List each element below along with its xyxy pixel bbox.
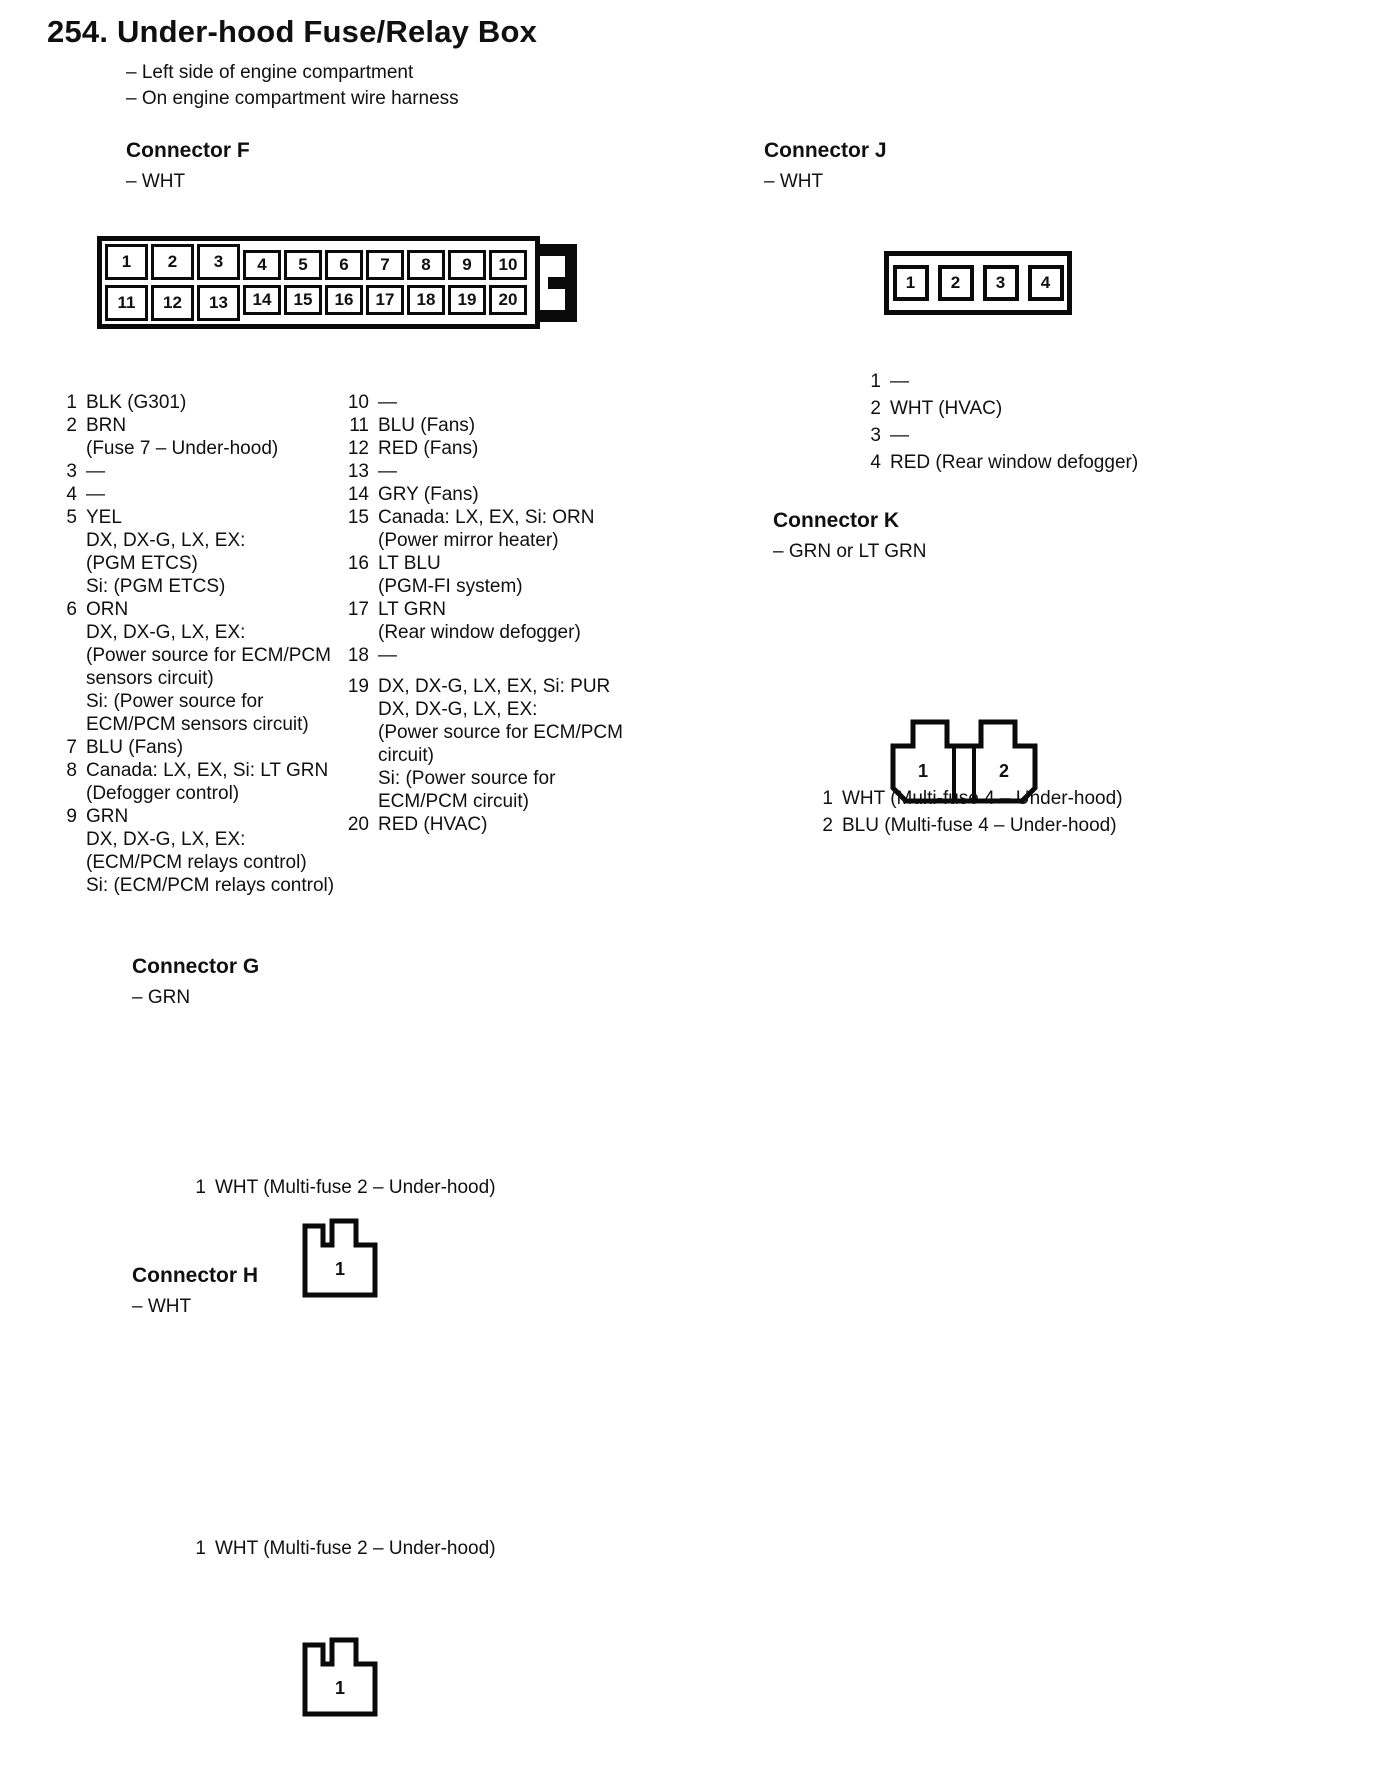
pin-number: 15 xyxy=(347,507,369,528)
pin-description: RED (Rear window defogger) xyxy=(890,452,1139,473)
pin-1-entry xyxy=(866,368,1138,395)
connector-j-color-note: – WHT xyxy=(764,171,824,192)
connector-g-cavity-1: 1 xyxy=(334,1259,345,1279)
cavity-13: 13 xyxy=(197,285,240,321)
pin-14-entry xyxy=(340,483,623,506)
pin-6-entry xyxy=(62,598,334,736)
pin-number: 11 xyxy=(349,415,369,436)
pin-7-entry xyxy=(62,736,334,759)
pin-number: 10 xyxy=(347,392,369,413)
connector-f-pin-list-right xyxy=(340,391,623,836)
pin-8-entry xyxy=(62,759,334,805)
cavity-16: 16 xyxy=(325,285,363,315)
pin-number: 19 xyxy=(347,676,369,697)
pin-number: 2 xyxy=(870,398,881,419)
pin-description: BLU (Fans) xyxy=(378,415,476,436)
location-note-1: – Left side of engine compartment xyxy=(126,62,414,83)
pin-description: Canada: LX, EX, Si: LT GRN (Defogger control) xyxy=(86,760,329,804)
cavity-12: 12 xyxy=(151,285,194,321)
connector-j-cavity-row xyxy=(893,265,1064,301)
pin-number: 9 xyxy=(66,806,77,827)
cavity-7: 7 xyxy=(366,250,404,280)
pin-description: WHT (Multi-fuse 2 – Under-hood) xyxy=(215,1538,496,1559)
connector-f-heading: Connector F xyxy=(126,139,250,162)
pin-description: BLU (Fans) xyxy=(86,737,184,758)
cavity-4: 4 xyxy=(1028,265,1064,301)
pin-5-entry xyxy=(62,506,334,598)
cavity-3: 3 xyxy=(983,265,1019,301)
connector-h-housing-outline xyxy=(298,1634,382,1718)
cavity-2: 2 xyxy=(151,244,194,280)
pin-description: RED (HVAC) xyxy=(378,814,488,835)
pin-10-entry xyxy=(340,391,623,414)
connector-j-housing xyxy=(884,251,1072,315)
connector-f-color-note: – WHT xyxy=(126,171,186,192)
connector-k-heading: Connector K xyxy=(773,509,899,532)
location-note-2: – On engine compartment wire harness xyxy=(126,88,459,109)
pin-description: BLK (G301) xyxy=(86,392,187,413)
pin-description: — xyxy=(378,645,397,666)
pin-number: 1 xyxy=(66,392,77,413)
cavity-17: 17 xyxy=(366,285,404,315)
connector-j-pin-list xyxy=(866,368,1138,476)
pin-description: WHT (Multi-fuse 2 – Under-hood) xyxy=(215,1177,496,1198)
pin-1-entry xyxy=(191,1176,496,1199)
cavity-18: 18 xyxy=(407,285,445,315)
cavity-20: 20 xyxy=(489,285,527,315)
connector-k-cavity-1: 1 xyxy=(917,761,928,781)
pin-description: — xyxy=(890,425,909,446)
pin-20-entry xyxy=(340,813,623,836)
pin-number: 4 xyxy=(66,484,77,505)
cavity-10: 10 xyxy=(489,250,527,280)
cavity-1: 1 xyxy=(893,265,929,301)
pin-number: 17 xyxy=(347,599,369,620)
cavity-14: 14 xyxy=(243,285,281,315)
pin-description: LT GRN (Rear window defogger) xyxy=(378,599,581,643)
connector-g-housing-outline xyxy=(298,1215,382,1299)
pin-4-entry xyxy=(866,449,1138,476)
pin-number: 18 xyxy=(347,645,369,666)
connector-h-diagram xyxy=(298,1634,382,1718)
pin-number: 1 xyxy=(870,371,881,392)
cavity-8: 8 xyxy=(407,250,445,280)
connector-g-diagram xyxy=(298,1215,382,1299)
pin-number: 6 xyxy=(66,599,77,620)
connector-g-color-note: – GRN xyxy=(132,987,191,1008)
cavity-19: 19 xyxy=(448,285,486,315)
pin-11-entry xyxy=(340,414,623,437)
pin-number: 3 xyxy=(66,461,77,482)
connector-k-pin-list xyxy=(818,785,1123,839)
connector-f-diagram xyxy=(97,236,579,329)
pin-2-entry xyxy=(62,414,334,460)
pin-9-entry xyxy=(62,805,334,897)
connector-f-cavity-row-bottom xyxy=(105,285,532,321)
pin-description: DX, DX-G, LX, EX, Si: PUR DX, DX-G, LX, EX: (Power source for ECM/PCM circuit) Si: (Power source for ECM/PCM circuit) xyxy=(378,676,623,812)
pin-description: — xyxy=(86,461,105,482)
page-title: 254. Under-hood Fuse/Relay Box xyxy=(47,14,538,49)
pin-number: 7 xyxy=(66,737,77,758)
pin-description: GRY (Fans) xyxy=(378,484,479,505)
cavity-5: 5 xyxy=(284,250,322,280)
pin-number: 2 xyxy=(822,815,833,836)
pin-description: Canada: LX, EX, Si: ORN (Power mirror heater) xyxy=(378,507,595,551)
connector-g-heading: Connector G xyxy=(132,955,260,978)
cavity-11: 11 xyxy=(105,285,148,321)
connector-k-cavity-2: 2 xyxy=(998,761,1009,781)
connector-h-color-note: – WHT xyxy=(132,1296,192,1317)
pin-description: WHT (HVAC) xyxy=(890,398,1003,419)
pin-description: WHT (Multi-fuse 4 – Under-hood) xyxy=(842,788,1123,809)
connector-h-cavity-1: 1 xyxy=(334,1678,345,1698)
pin-description: YEL DX, DX-G, LX, EX: (PGM ETCS) Si: (PGM ETCS) xyxy=(86,507,246,597)
connector-f-housing xyxy=(97,236,540,329)
pin-1-entry xyxy=(62,391,334,414)
pin-number: 14 xyxy=(347,484,369,505)
pin-13-entry xyxy=(340,460,623,483)
pin-1-entry xyxy=(191,1537,496,1560)
pin-description: BRN (Fuse 7 – Under-hood) xyxy=(86,415,279,459)
connector-j-heading: Connector J xyxy=(764,139,887,162)
connector-k-color-note: – GRN or LT GRN xyxy=(773,541,927,562)
connector-g-pin-list xyxy=(191,1176,496,1199)
pin-18-entry xyxy=(340,644,623,667)
cavity-6: 6 xyxy=(325,250,363,280)
connector-f-lock-clip-icon xyxy=(539,244,579,322)
pin-15-entry xyxy=(340,506,623,552)
pin-number: 8 xyxy=(66,760,77,781)
pin-19-entry xyxy=(340,675,623,813)
pin-4-entry xyxy=(62,483,334,506)
pin-number: 5 xyxy=(66,507,77,528)
cavity-1: 1 xyxy=(105,244,148,280)
pin-description: — xyxy=(86,484,105,505)
pin-number: 1 xyxy=(822,788,833,809)
pin-2-entry xyxy=(818,812,1123,839)
pin-3-entry xyxy=(866,422,1138,449)
pin-description: BLU (Multi-fuse 4 – Under-hood) xyxy=(842,815,1117,836)
cavity-9: 9 xyxy=(448,250,486,280)
pin-description: ORN DX, DX-G, LX, EX: (Power source for ECM/PCM sensors circuit) Si: (Power source for ECM/PCM sensors circuit) xyxy=(86,599,331,735)
pin-3-entry xyxy=(62,460,334,483)
cavity-3: 3 xyxy=(197,244,240,280)
pin-description: — xyxy=(378,461,397,482)
pin-2-entry xyxy=(866,395,1138,422)
pin-16-entry xyxy=(340,552,623,598)
pin-description: GRN DX, DX-G, LX, EX: (ECM/PCM relays control) Si: (ECM/PCM relays control) xyxy=(86,806,335,896)
pin-description: — xyxy=(890,371,909,392)
pin-description: RED (Fans) xyxy=(378,438,479,459)
pin-number: 13 xyxy=(347,461,369,482)
cavity-15: 15 xyxy=(284,285,322,315)
pin-number: 1 xyxy=(195,1177,206,1198)
pin-number: 16 xyxy=(347,553,369,574)
cavity-2: 2 xyxy=(938,265,974,301)
connector-f-pin-list-left xyxy=(62,391,334,897)
connector-j-diagram xyxy=(884,251,1072,315)
pin-12-entry xyxy=(340,437,623,460)
pin-number: 1 xyxy=(195,1538,206,1559)
pin-17-entry xyxy=(340,598,623,644)
cavity-4: 4 xyxy=(243,250,281,280)
connector-h-heading: Connector H xyxy=(132,1264,258,1287)
pin-number: 20 xyxy=(347,814,369,835)
pin-description: — xyxy=(378,392,397,413)
pin-number: 2 xyxy=(66,415,77,436)
pin-description: LT BLU (PGM-FI system) xyxy=(378,553,523,597)
connector-h-pin-list xyxy=(191,1537,496,1560)
pin-number: 12 xyxy=(347,438,369,459)
pin-1-entry xyxy=(818,785,1123,812)
connector-f-cavity-row-top xyxy=(105,244,532,280)
pin-number: 3 xyxy=(870,425,881,446)
pin-number: 4 xyxy=(870,452,881,473)
